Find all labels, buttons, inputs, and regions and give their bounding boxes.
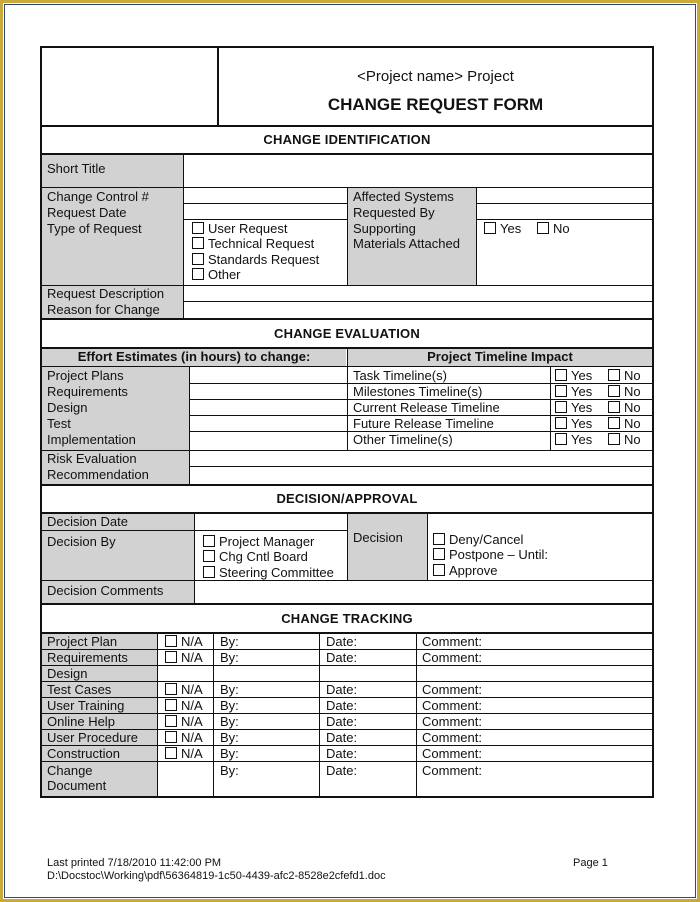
option-label: N/A xyxy=(181,746,203,761)
effort-project-plans-field[interactable] xyxy=(190,367,346,383)
tracking-online-help-label: Online Help xyxy=(47,714,115,729)
tracking-construction-label: Construction xyxy=(47,746,120,761)
tracking-document-label: Document xyxy=(47,778,107,793)
test-cases-na-option[interactable] xyxy=(165,682,203,698)
option-label: Yes xyxy=(571,432,593,447)
checkbox[interactable] xyxy=(192,237,204,249)
risk-evaluation-label: Risk Evaluation xyxy=(47,451,137,466)
effort-design-field[interactable] xyxy=(190,400,346,415)
divider xyxy=(427,514,428,580)
materials-yes-option[interactable] xyxy=(484,221,521,237)
option-label: Project Manager xyxy=(219,534,315,549)
option-label: N/A xyxy=(181,634,203,649)
option-label: Yes xyxy=(571,384,593,399)
decider-project-manager-option[interactable] xyxy=(203,534,314,550)
type-technical-request-option[interactable] xyxy=(192,236,314,252)
project-name-title: <Project name> Project xyxy=(357,68,514,85)
option-label: No xyxy=(624,368,641,383)
decider-steering-committee-option[interactable] xyxy=(203,565,334,581)
option-label: Yes xyxy=(571,416,593,431)
divider xyxy=(40,484,654,486)
decision-comments-label: Decision Comments xyxy=(47,583,164,598)
option-label: Yes xyxy=(571,400,593,415)
project-plan-date: Date: xyxy=(326,634,358,649)
request-date-field[interactable] xyxy=(184,204,346,220)
other-timeline-no-option[interactable] xyxy=(608,432,641,448)
section-decision-approval: DECISION/APPROVAL xyxy=(276,491,418,506)
supporting-label: Supporting xyxy=(353,221,416,236)
future-release-no-option[interactable] xyxy=(608,416,641,432)
change-document-date: Date: xyxy=(326,763,358,778)
effort-implementation-field[interactable] xyxy=(190,432,346,449)
change-control-field[interactable] xyxy=(184,188,346,204)
user-procedure-by: By: xyxy=(220,730,239,745)
requirements-date: Date: xyxy=(326,650,358,665)
construction-na-option[interactable] xyxy=(165,746,203,762)
tracking-requirements-label: Requirements xyxy=(47,650,128,665)
option-label: No xyxy=(624,384,641,399)
test-cases-comment: Comment: xyxy=(422,682,482,697)
checkbox[interactable] xyxy=(165,747,177,759)
checkbox[interactable] xyxy=(165,715,177,727)
checkbox[interactable] xyxy=(555,417,567,429)
test-cases-by: By: xyxy=(220,682,239,697)
requested-by-label: Requested By xyxy=(353,205,435,220)
decider-chg-cntl-board-option[interactable] xyxy=(203,549,308,565)
option-label: Other xyxy=(208,267,241,282)
option-label: No xyxy=(624,432,641,447)
tracking-change-label: Change xyxy=(47,763,93,778)
task-no-option[interactable] xyxy=(608,368,641,384)
option-label: N/A xyxy=(181,730,203,745)
project-plan-comment: Comment: xyxy=(422,634,482,649)
option-label: User Request xyxy=(208,221,288,236)
test-cases-date: Date: xyxy=(326,682,358,697)
timeline-milestones-label: Milestones Timeline(s) xyxy=(353,384,483,399)
user-procedure-comment: Comment: xyxy=(422,730,482,745)
option-label: N/A xyxy=(181,714,203,729)
milestones-yes-option[interactable] xyxy=(555,384,592,400)
checkbox[interactable] xyxy=(203,566,215,578)
page-number: Page 1 xyxy=(573,857,608,869)
checkbox[interactable] xyxy=(165,635,177,647)
checkbox[interactable] xyxy=(203,550,215,562)
checkbox[interactable] xyxy=(608,417,620,429)
checkbox[interactable] xyxy=(537,222,549,234)
decision-date-field[interactable] xyxy=(195,514,346,530)
option-label: Chg Cntl Board xyxy=(219,549,308,564)
timeline-other-label: Other Timeline(s) xyxy=(353,432,453,447)
project-plan-na-option[interactable] xyxy=(165,634,203,650)
option-label: Postpone – Until: xyxy=(449,547,549,562)
future-release-yes-option[interactable] xyxy=(555,416,592,432)
logo-box[interactable] xyxy=(42,48,217,124)
checkbox[interactable] xyxy=(555,369,567,381)
change-document-by: By: xyxy=(220,763,239,778)
task-yes-option[interactable] xyxy=(555,368,592,384)
other-timeline-yes-option[interactable] xyxy=(555,432,592,448)
checkbox[interactable] xyxy=(203,535,215,547)
option-label: Standards Request xyxy=(208,252,320,267)
option-label: Yes xyxy=(571,368,593,383)
online-help-date: Date: xyxy=(326,714,358,729)
option-label: Approve xyxy=(449,563,498,578)
user-training-comment: Comment: xyxy=(422,698,482,713)
divider xyxy=(40,125,654,127)
decision-comments-field[interactable] xyxy=(195,581,652,603)
tracking-design-label: Design xyxy=(47,666,88,681)
effort-requirements-field[interactable] xyxy=(190,384,346,399)
decision-label: Decision xyxy=(353,530,403,545)
materials-attached-label: Materials Attached xyxy=(353,236,460,251)
checkbox[interactable] xyxy=(165,731,177,743)
short-title-label: Short Title xyxy=(42,155,183,187)
effort-test-label: Test xyxy=(47,416,71,431)
construction-by: By: xyxy=(220,746,239,761)
requirements-na-option[interactable] xyxy=(165,650,203,666)
tracking-user-procedure-label: User Procedure xyxy=(47,730,139,745)
file-path-text: D:\Docstoc\Working\pdf\56364819-1c50-4439-afc2-8528e2cfefd1.doc xyxy=(47,870,386,882)
requirements-by: By: xyxy=(220,650,239,665)
option-label: N/A xyxy=(181,650,203,665)
divider xyxy=(550,367,551,450)
option-label: No xyxy=(624,416,641,431)
current-release-yes-option[interactable] xyxy=(555,400,592,416)
type-standards-request-option[interactable] xyxy=(192,252,319,268)
effort-implementation-label: Implementation xyxy=(47,432,136,447)
option-label: No xyxy=(624,400,641,415)
checkbox[interactable] xyxy=(608,369,620,381)
last-printed-text: Last printed 7/18/2010 11:42:00 PM xyxy=(47,857,222,869)
short-title-field[interactable] xyxy=(184,155,652,187)
divider xyxy=(40,530,347,531)
checkbox[interactable] xyxy=(192,253,204,265)
request-description-field[interactable] xyxy=(184,286,652,301)
timeline-impact-header: Project Timeline Impact xyxy=(348,349,652,366)
tracking-test-cases-label: Test Cases xyxy=(47,682,112,697)
timeline-task-label: Task Timeline(s) xyxy=(353,368,447,383)
checkbox[interactable] xyxy=(555,385,567,397)
checkbox[interactable] xyxy=(555,433,567,445)
section-change-tracking: CHANGE TRACKING xyxy=(281,611,413,626)
affected-systems-label: Affected Systems xyxy=(353,189,454,204)
change-control-label: Change Control # xyxy=(47,189,149,204)
user-training-date: Date: xyxy=(326,698,358,713)
risk-evaluation-field[interactable] xyxy=(190,451,652,466)
option-label: N/A xyxy=(181,682,203,697)
decision-result-label-cell xyxy=(348,514,427,580)
timeline-current-release-label: Current Release Timeline xyxy=(353,400,500,415)
type-user-request-option[interactable] xyxy=(192,221,287,237)
materials-no-option[interactable] xyxy=(537,221,570,237)
checkbox[interactable] xyxy=(608,385,620,397)
design-tracking-field[interactable] xyxy=(158,666,652,681)
divider xyxy=(183,203,347,204)
user-training-by: By: xyxy=(220,698,239,713)
checkbox[interactable] xyxy=(192,268,204,280)
online-help-by: By: xyxy=(220,714,239,729)
checkbox[interactable] xyxy=(433,564,445,576)
divider xyxy=(476,219,654,220)
checkbox[interactable] xyxy=(192,222,204,234)
option-label: Deny/Cancel xyxy=(449,532,524,547)
checkbox[interactable] xyxy=(165,683,177,695)
effort-project-plans-label: Project Plans xyxy=(47,368,124,383)
user-procedure-na-option[interactable] xyxy=(165,730,203,746)
divider xyxy=(40,603,654,605)
affected-systems-field[interactable] xyxy=(477,188,652,203)
reason-for-change-label: Reason for Change xyxy=(47,302,160,317)
section-change-evaluation: CHANGE EVALUATION xyxy=(274,326,420,341)
section-change-identification: CHANGE IDENTIFICATION xyxy=(263,132,431,147)
effort-estimates-header: Effort Estimates (in hours) to change: xyxy=(42,349,346,366)
checkbox[interactable] xyxy=(555,401,567,413)
online-help-na-option[interactable] xyxy=(165,714,203,730)
checkbox[interactable] xyxy=(165,651,177,663)
recommendation-label: Recommendation xyxy=(47,467,149,482)
decision-postpone-option[interactable] xyxy=(433,547,548,563)
divider xyxy=(416,634,417,796)
online-help-comment: Comment: xyxy=(422,714,482,729)
decision-deny-cancel-option[interactable] xyxy=(433,532,523,548)
checkbox[interactable] xyxy=(433,548,445,560)
option-label: Technical Request xyxy=(208,236,315,251)
checkbox[interactable] xyxy=(165,699,177,711)
request-date-label: Request Date xyxy=(47,205,127,220)
tracking-user-training-label: User Training xyxy=(47,698,125,713)
option-label: No xyxy=(553,221,570,236)
request-description-label: Request Description xyxy=(47,286,165,301)
type-of-request-label: Type of Request xyxy=(47,221,142,236)
user-training-na-option[interactable] xyxy=(165,698,203,714)
option-label: Steering Committee xyxy=(219,565,334,580)
requested-by-field[interactable] xyxy=(477,204,652,219)
timeline-future-release-label: Future Release Timeline xyxy=(353,416,494,431)
construction-comment: Comment: xyxy=(422,746,482,761)
construction-date: Date: xyxy=(326,746,358,761)
divider xyxy=(319,634,320,796)
checkbox[interactable] xyxy=(433,533,445,545)
checkbox[interactable] xyxy=(484,222,496,234)
option-label: N/A xyxy=(181,698,203,713)
checkbox[interactable] xyxy=(608,401,620,413)
requirements-comment: Comment: xyxy=(422,650,482,665)
decision-by-label: Decision By xyxy=(47,534,116,549)
tracking-project-plan-label: Project Plan xyxy=(47,634,118,649)
decision-approve-option[interactable] xyxy=(433,563,497,579)
divider xyxy=(213,634,214,796)
user-procedure-date: Date: xyxy=(326,730,358,745)
effort-requirements-label: Requirements xyxy=(47,384,128,399)
checkbox[interactable] xyxy=(608,433,620,445)
decision-date-label: Decision Date xyxy=(47,514,128,529)
effort-test-field[interactable] xyxy=(190,416,346,431)
effort-design-label: Design xyxy=(47,400,88,415)
project-plan-by: By: xyxy=(220,634,239,649)
reason-for-change-field[interactable] xyxy=(184,302,652,317)
divider xyxy=(157,634,158,796)
change-document-comment: Comment: xyxy=(422,763,482,778)
option-label: Yes xyxy=(500,221,522,236)
current-release-no-option[interactable] xyxy=(608,400,641,416)
recommendation-field[interactable] xyxy=(190,467,652,483)
type-other-option[interactable] xyxy=(192,267,241,283)
divider xyxy=(183,219,347,220)
divider xyxy=(40,318,654,320)
form-title: CHANGE REQUEST FORM xyxy=(327,95,544,114)
milestones-no-option[interactable] xyxy=(608,384,641,400)
